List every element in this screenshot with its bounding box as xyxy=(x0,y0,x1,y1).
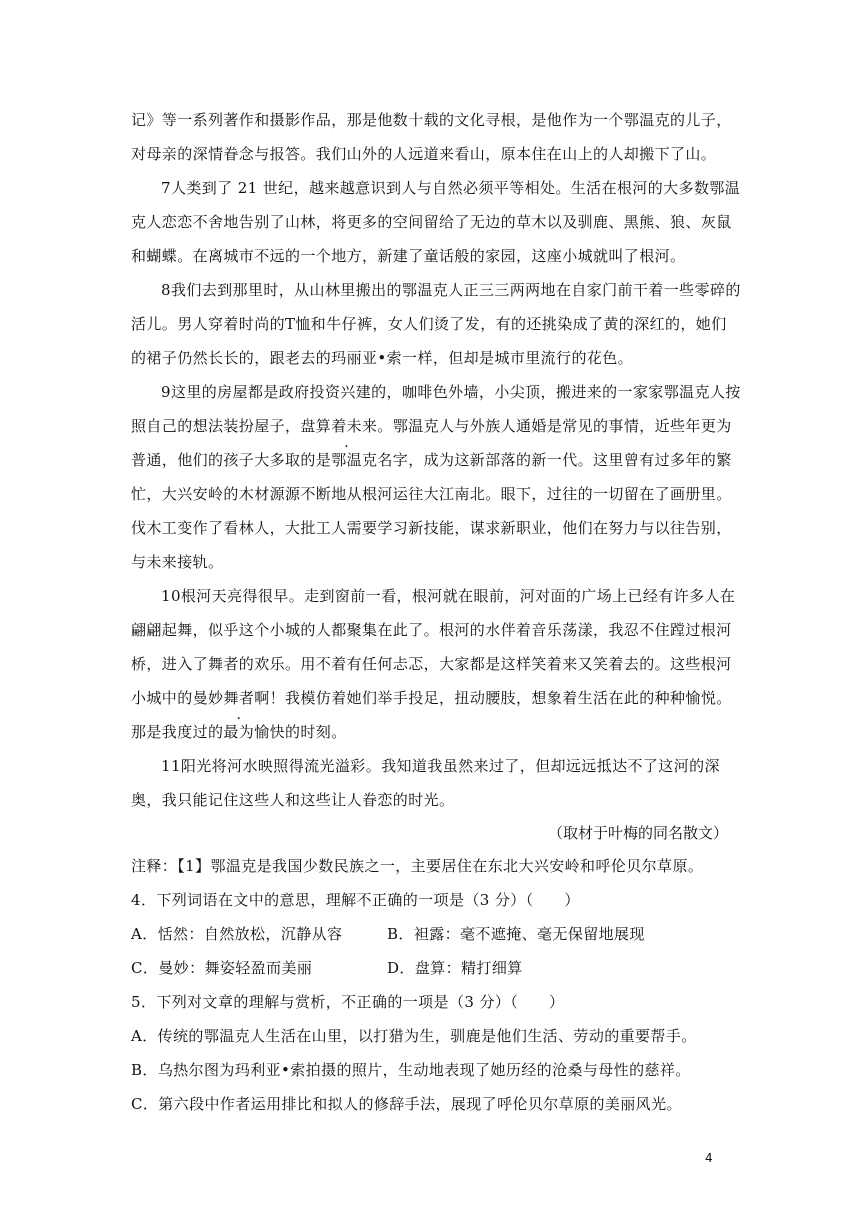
emphasized-word: 曼妙 · xyxy=(193,689,224,707)
paragraph-text: 7人类到了 21 世纪，越来越意识到人与自然必须平等相处。生活在根河的大多数鄂温克人恋恋不舍地告别了山林，将更多的空间留给了无边的草木以及驯鹿、黑熊、狼、灰鼠和蝴蝶。在离城市不远的一个地方，新建了童话般的家园，这座小城就叫了根河。 xyxy=(131,179,741,265)
paragraph-text: 舞者啊！我模仿着她们举手投足，扭动腰肢，想象着生活在此的种种愉悦。那是我度过的最为愉快的时刻。 xyxy=(131,689,732,741)
question-4-option-c: C．曼妙：舞姿轻盈而美丽 xyxy=(131,959,313,977)
paragraph-text: 记》等一系列著作和摄影作品，那是他数十载的文化寻根，是他作为一个鄂温克的儿子，对母亲的深情眷念与报答。我们山外的人远道来看山，原本住在山上的人却搬下了山。 xyxy=(131,111,732,163)
question-5-option-c: C．第六段中作者运用排比和拟人的修辞手法，展现了呼伦贝尔草原的美丽风光。 xyxy=(131,1095,682,1113)
question-5-stem: 5．下列对文章的理解与赏析，不正确的一项是（3 分）（ ） xyxy=(131,993,565,1011)
paragraph-text: 8我们去到那里时，从山林里搬出的鄂温克人正三三两两地在自家门前干着一些零碎的活儿。男人穿着时尚的T恤和牛仔裤，女人们烫了发，有的还挑染成了黄的深红的，她们的裙子仍然长长的，跟老去的玛丽亚•索一样，但却是城市里流行的花色。 xyxy=(131,281,741,367)
paragraph-text: 着未来。鄂温克人与外族人通婚是常见的事情，近些年更为普通，他们的孩子大多取的是鄂温克名字，成为这新部落的新一代。这里曾有过多年的繁忙，大兴安岭的木材源源不断地从根河运往大江南北。眼下，过往的一切留在了画册里。伐木工变作了看林人，大批工人需要学习新技能，谋求新职业，他们在努力与以往告别，与未来接轨。 xyxy=(131,417,732,571)
paragraph-11 xyxy=(131,749,741,817)
footnote: 注释：【1】鄂温克是我国少数民族之一，主要居住在东北大兴安岭和呼伦贝尔草原。 xyxy=(131,857,704,875)
paragraph-text: 11阳光将河水映照得流光溢彩。我知道我虽然来过了，但却远远抵达不了这河的深奥，我只能记住这些人和这些让人眷恋的时光。 xyxy=(131,757,720,809)
question-5-option-a: A．传统的鄂温克人生活在山里，以打猎为生，驯鹿是他们生活、劳动的重要帮手。 xyxy=(131,1027,697,1045)
question-4-option-d: D．盘算：精打细算 xyxy=(387,959,523,977)
question-4-option-a: A．恬然：自然放松，沉静从容 xyxy=(131,925,343,943)
emphasized-word: 盘算 · xyxy=(300,417,331,435)
question-5-option-b: B．乌热尔图为玛利亚•索拍摄的照片，生动地表现了她历经的沧桑与母性的慈祥。 xyxy=(131,1061,691,1079)
question-4-option-b: B．袒露：毫不遮掩、毫无保留地展现 xyxy=(387,925,645,943)
source-attribution: （取材于叶梅的同名散文） xyxy=(547,824,728,842)
paragraph-7 xyxy=(131,171,741,273)
paragraph-9 xyxy=(131,375,741,579)
paragraph-continuation xyxy=(131,103,741,171)
paragraph-text: 10根河天亮得很早。走到窗前一看，根河就在眼前，河对面的广场上已经有许多人在翩翩起舞，似乎这个小城的人都聚集在此了。根河的水伴着音乐荡漾，我忍不住蹚过根河桥，进入了舞者的欢乐。用不着有任何忐忑，大家都是这样笑着来又笑着去的。这些根河小城中的 xyxy=(131,587,736,707)
paragraph-10 xyxy=(131,579,741,749)
question-4-stem: 4．下列词语在文中的意思，理解不正确的一项是（3 分）（ ） xyxy=(131,891,580,909)
paragraph-text: 9这里的房屋都是政府投资兴建的，咖啡色外墙，小尖顶，搬进来的一家家鄂温克人按照自己的想法装扮屋子， xyxy=(131,383,741,435)
page-number: 4 xyxy=(705,1151,713,1165)
paragraph-8 xyxy=(131,273,741,375)
